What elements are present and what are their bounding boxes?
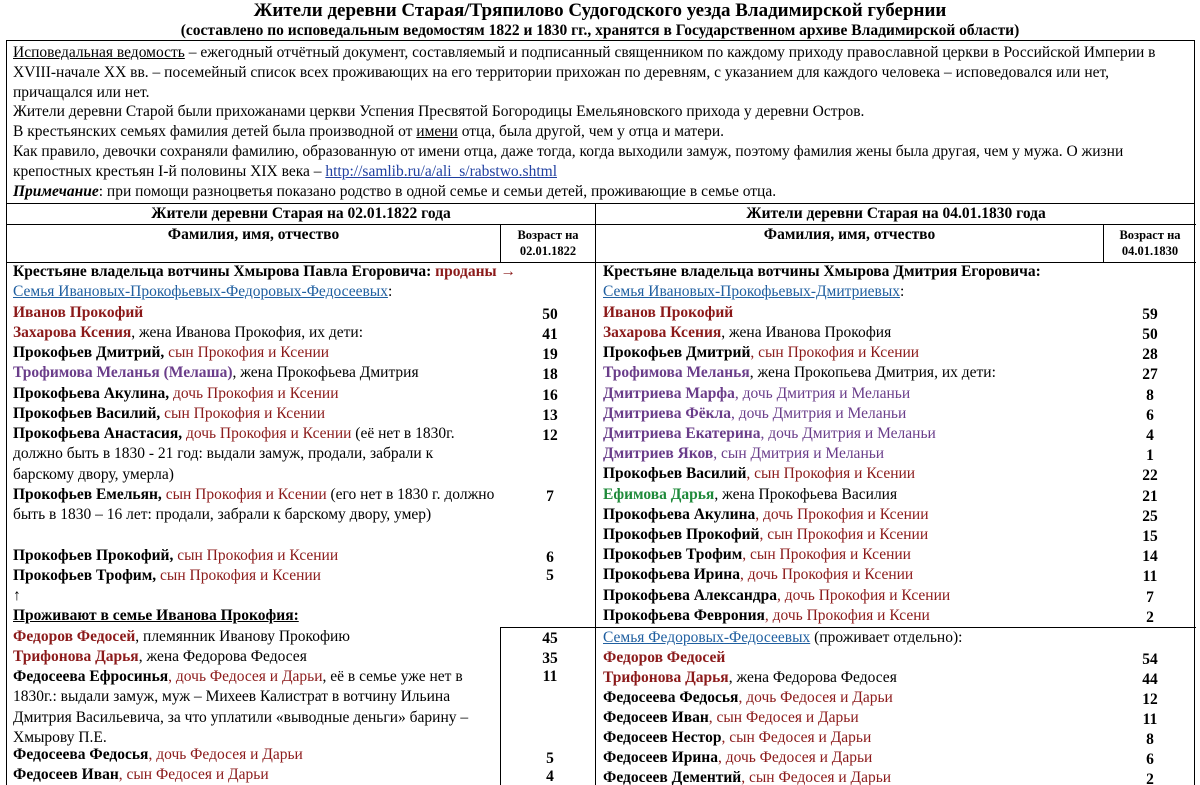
age-value: 7: [1146, 589, 1154, 606]
list-item: Трифонова Дарья, жена Федорова Федосея: [13, 648, 307, 665]
age-value: 12: [1142, 691, 1158, 708]
age-value: 25: [1142, 508, 1158, 525]
list-item: Прокофьев Василий, сын Прокофия и Ксении: [603, 465, 916, 482]
list-item: Прокофьева Александра, дочь Прокофия и Ксении: [603, 587, 951, 604]
list-item: Дмитриева Марфа, дочь Дмитрия и Меланьи: [603, 385, 911, 402]
up-arrow-icon: ↑: [13, 587, 21, 604]
right-col-name-header: Фамилия, имя, отчество: [763, 226, 936, 243]
intro-note: Примечание: при помощи разноцветья показано родство в одной семье и семьи детей, проживающие в семье отца.: [13, 182, 777, 200]
intro-paragraph-2: Жители деревни Старой были прихожанами церкви Успения Пресвятой Богородицы Емельяновского прихода у деревни Остров.: [13, 103, 865, 121]
column-divider: [595, 204, 596, 785]
list-item: Дмитриева Фёкла, дочь Дмитрия и Меланьи: [603, 405, 907, 422]
age-value: 5: [546, 567, 554, 584]
age-value: 18: [542, 366, 558, 383]
list-item: Дмитриев Яков, сын Дмитрия и Меланьи: [603, 445, 885, 462]
age-value: 2: [1146, 609, 1154, 626]
age-value: 44: [1142, 671, 1158, 688]
age-value: 5: [546, 750, 554, 767]
age-value: 8: [1146, 387, 1154, 404]
age-value: 13: [542, 407, 558, 424]
samlib-link[interactable]: http://samlib.ru/a/ali_s/rabstwo.shtml: [325, 162, 557, 180]
list-item: Захарова Ксения, жена Иванова Прокофия: [603, 324, 892, 341]
age-value: 4: [546, 768, 554, 785]
list-item: Трифонова Дарья, жена Федорова Федосея: [603, 669, 897, 686]
living-heading: Проживают в семье Иванова Прокофия:: [13, 607, 299, 624]
left-owner-line: Крестьяне владельца вотчины Хмырова Павла Егоровича: проданы →: [13, 263, 517, 280]
age-value: 45: [542, 630, 558, 647]
age-value: 16: [542, 387, 558, 404]
list-item: Прокофьев Емельян, сын Прокофия и Ксении (его нет в 1830 г. должно быть в 1830 – 16 лет: продали, забрали к барскому двору, умер): [13, 486, 495, 524]
age-value: 50: [542, 306, 558, 323]
list-item: Захарова Ксения, жена Иванова Прокофия, их дети:: [13, 324, 364, 341]
age-value: 28: [1142, 346, 1158, 363]
age-value: 2: [1146, 771, 1154, 785]
list-item: Федоров Федосей, племянник Иванову Прокофию: [13, 628, 350, 645]
right-family2-heading: Семья Федоровых-Федосеевых (проживает отдельно):: [603, 629, 963, 646]
list-item: Прокофьев Трофим, сын Прокофия и Ксении: [603, 546, 911, 563]
intro-paragraph-3: В крестьянских семьях фамилия детей была производной от имени отца, была другой, чем у отца и матери.: [13, 123, 724, 141]
age-value: 41: [542, 326, 558, 343]
left-age-divider-lower: [500, 627, 501, 785]
right-family-heading: Семья Ивановых-Прокофьевых-Дмитриевых:: [603, 283, 905, 300]
age-value: 4: [1146, 427, 1154, 444]
list-item: Иванов Прокофий: [13, 304, 144, 321]
list-item: Федосеев Иван, сын Федосея и Дарьи: [603, 709, 859, 726]
age-value: 11: [542, 668, 558, 685]
page-subtitle: (составлено по исповедальным ведомостям 1822 и 1830 гг., хранятся в Государственном архиве Владимирской области): [180, 22, 1020, 39]
list-item: Федоров Федосей: [603, 649, 726, 666]
list-item: Иванов Прокофий: [603, 304, 734, 321]
list-item: Федосеев Дементий, сын Федосея и Дарьи: [603, 769, 892, 785]
list-item: Дмитриева Екатерина, дочь Дмитрия и Меланьи: [603, 425, 936, 442]
age-value: 11: [1142, 711, 1158, 728]
age-value: 6: [1146, 751, 1154, 768]
age-value: 6: [546, 549, 554, 566]
intro-paragraph-4: Как правило, девочки сохраняли фамилию, образованную от имени отца, даже тогда, когда выходили замуж, поэтому фамилия жены была другая, чем у мужа. О жизни крепостных крестьян I-й половины XIX века – http://samlib.ru/a/ali_s/rabstwo.shtml: [13, 142, 1124, 180]
list-item: Прокофьев Трофим, сын Прокофия и Ксении: [13, 567, 321, 584]
right-table-header: Жители деревни Старая на 04.01.1830 года: [746, 205, 1046, 222]
intro-box: [6, 40, 1195, 204]
list-item: Прокофьев Дмитрий, сын Прокофия и Ксении: [603, 344, 920, 361]
right-col-age-header: Возраст на 04.01.1830: [1119, 228, 1181, 258]
list-item: Трофимова Меланья (Мелаша), жена Прокофьева Дмитрия: [13, 364, 419, 381]
list-item: Прокофьев Дмитрий, сын Прокофия и Ксении: [13, 344, 330, 361]
term-definition: – ежегодный отчётный документ, составляемый и подписанный священником по каждому приходу православной церкви в Российской Империи в XVIII-начале XX вв. – посемейный список всех проживающих на его территории прихожан по деревням, с указанием для каждого человека – исповедовался или нет, причащался или нет.: [13, 44, 1156, 101]
age-value: 59: [1142, 306, 1158, 323]
list-item: Федосеева Федосья, дочь Федосея и Дарьи: [13, 746, 303, 763]
age-value: 6: [1146, 407, 1154, 424]
residents-table: [6, 204, 1195, 785]
list-item: Ефимова Дарья, жена Прокофьева Василия: [603, 486, 898, 503]
page-title: Жители деревни Старая/Тряпилово Судогодского уезда Владимирской губернии: [253, 0, 947, 21]
age-value: 54: [1142, 651, 1158, 668]
list-item: Прокофьева Феврония, дочь Прокофия и Ксени: [603, 607, 930, 624]
list-item: Прокофьева Акулина, дочь Прокофия и Ксении: [603, 506, 929, 523]
intro-paragraph-1: [13, 43, 1188, 102]
age-value: 8: [1146, 731, 1154, 748]
age-value: 50: [1142, 326, 1158, 343]
list-item: Трофимова Меланья, жена Прокопьева Дмитрия, их дети:: [603, 364, 996, 381]
left-family-heading: Семья Ивановых-Прокофьевых-Федоровых-Федосеевых:: [13, 283, 393, 300]
age-value: 12: [542, 427, 558, 444]
list-item: Федосеев Иван, сын Федосея и Дарьи: [13, 766, 269, 783]
sold-label: проданы →: [435, 263, 517, 280]
age-value: 27: [1142, 366, 1158, 383]
age-value: 11: [1142, 568, 1158, 585]
age-value: 21: [1142, 488, 1158, 505]
age-value: 22: [1142, 467, 1158, 484]
left-col-name-header: Фамилия, имя, отчество: [167, 226, 340, 243]
age-value: 14: [1142, 548, 1158, 565]
list-item: Прокофьева Анастасия, дочь Прокофия и Ксении (её нет в 1830г. должно быть в 1830 - 21 год: выдали замуж, продали, забрали к барскому двору, умерла): [13, 425, 455, 483]
term-confession-register: Исповедальная ведомость: [13, 44, 185, 61]
right-owner-line: Крестьяне владельца вотчины Хмырова Дмитрия Егоровича:: [603, 263, 1041, 280]
age-value: 15: [1142, 528, 1158, 545]
left-col-age-header: Возраст на 02.01.1822: [517, 228, 579, 258]
left-table-header: Жители деревни Старая на 02.01.1822 года: [151, 205, 451, 222]
list-item: Федосеева Федосья, дочь Федосея и Дарьи: [603, 689, 893, 706]
list-item: Федосеев Ирина, дочь Федосея и Дарьи: [603, 749, 873, 766]
list-item: Федосеева Ефросинья, дочь Федосея и Дарьи, её в семье уже нет в 1830г.: выдали замуж, муж – Михеев Калистрат в вотчину Ильина Дмитрия Васильевича, за что уплатили «выводные деньги» барину – Хмырову П.Е.: [13, 668, 469, 746]
list-item: Прокофьева Ирина, дочь Прокофия и Ксении: [603, 566, 914, 583]
list-item: Федосеев Нестор, сын Федосея и Дарьи: [603, 729, 872, 746]
list-item: Прокофьева Акулина, дочь Прокофия и Ксении: [13, 385, 339, 402]
age-value: 35: [542, 650, 558, 667]
age-value: 7: [546, 488, 554, 505]
list-item: Прокофьев Василий, сын Прокофия и Ксении: [13, 405, 326, 422]
list-item: Прокофьев Прокофий, сын Прокофия и Ксении: [13, 547, 339, 564]
age-value: 1: [1146, 447, 1154, 464]
age-value: 19: [542, 346, 558, 363]
list-item: Прокофьев Прокофий, сын Прокофия и Ксении: [603, 526, 929, 543]
